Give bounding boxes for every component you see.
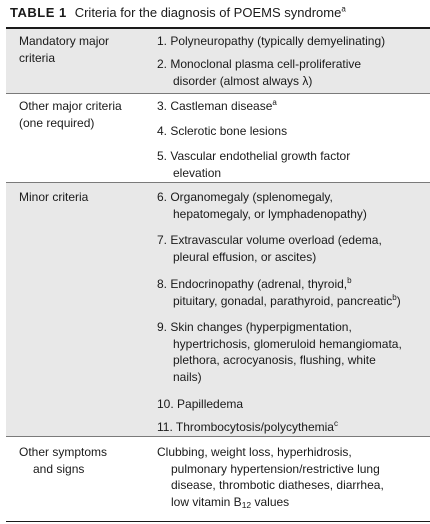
row-divider (6, 182, 430, 183)
criterion-line: plethora, acrocyanosis, flushing, white (173, 353, 376, 367)
other-symptoms-text (157, 444, 427, 510)
text-line: Clubbing, weight loss, hyperhidrosis, (157, 445, 352, 459)
criterion-line: disorder (almost always λ) (173, 73, 313, 88)
footnote-mark: a (341, 4, 346, 14)
criterion-line (157, 293, 427, 310)
criterion-10 (157, 396, 427, 413)
table-caption (10, 3, 346, 23)
criterion-9 (157, 319, 427, 385)
row-label-other-symptoms (19, 444, 149, 477)
row-divider (6, 436, 430, 437)
table-title: Criteria for the diagnosis of POEMS syndrome (74, 5, 342, 20)
text-line (157, 494, 427, 511)
criterion-3 (157, 98, 427, 115)
criterion-line: 1. Polyneuropathy (typically demyelinating) (157, 34, 386, 48)
footnote-mark: b (347, 276, 352, 285)
criterion-line: 6. Organomegaly (splenomegaly, (157, 190, 333, 204)
bottom-rule (6, 521, 430, 522)
criterion-5 (157, 148, 427, 181)
criterion-text: 8. Endocrinopathy (adrenal, thyroid, (157, 277, 348, 291)
footnote-mark: b (392, 292, 397, 302)
text-line: disease, thrombotic diatheses, diarrhea, (171, 478, 384, 492)
criterion-6 (157, 189, 427, 222)
criterion-line: 5. Vascular endothelial growth factor (157, 149, 351, 163)
criterion-4 (157, 123, 427, 140)
subscript: 12 (241, 499, 252, 510)
row-label-line: (one required) (19, 115, 95, 130)
row-label-other-major (19, 98, 149, 131)
criterion-line: nails) (173, 369, 202, 384)
row-label-line: Other major criteria (19, 99, 122, 113)
criterion-line: 9. Skin changes (hyperpigmentation, (157, 320, 352, 334)
criterion-line: 3. Castleman disease (157, 99, 273, 113)
criterion-line: elevation (173, 165, 222, 180)
criterion-line: hypertrichosis, glomeruloid hemangiomata, (173, 336, 402, 351)
criterion-line: 11. Thrombocytosis/polycythemia (157, 420, 334, 434)
footnote-mark: a (272, 98, 277, 107)
row-label-line: and signs (33, 461, 85, 476)
row-label-line: criteria (19, 50, 56, 65)
row-label-minor (19, 189, 149, 206)
criterion-line: pleural effusion, or ascites) (173, 249, 317, 264)
criterion-line: 4. Sclerotic bone lesions (157, 124, 288, 138)
criterion-11 (157, 419, 427, 436)
criterion-text: pituitary, gonadal, parathyroid, pancreatic (173, 293, 393, 308)
text-fragment: values (251, 494, 290, 509)
row-label-line: Minor criteria (19, 190, 89, 204)
text-line: pulmonary hypertension/restrictive lung (171, 461, 380, 476)
criterion-line: hepatomegaly, or lymphadenopathy) (173, 206, 367, 221)
row-label-mandatory (19, 33, 149, 66)
footnote-mark: c (333, 419, 338, 428)
criterion-2 (157, 56, 427, 89)
criterion-8 (157, 276, 427, 309)
criterion-line: 10. Papilledema (157, 397, 244, 411)
row-label-line: Other symptoms (19, 445, 108, 459)
criterion-line (157, 276, 427, 293)
criterion-line: 2. Monoclonal plasma cell-proliferative (157, 57, 362, 71)
criterion-7 (157, 232, 427, 265)
criterion-1 (157, 33, 427, 50)
row-label-line: Mandatory major (19, 34, 110, 48)
text-fragment: low vitamin B (171, 494, 242, 509)
criterion-line: 7. Extravascular volume overload (edema, (157, 233, 382, 247)
criterion-text: ) (396, 293, 401, 308)
table-label: TABLE 1 (10, 5, 67, 20)
row-divider (6, 93, 430, 94)
